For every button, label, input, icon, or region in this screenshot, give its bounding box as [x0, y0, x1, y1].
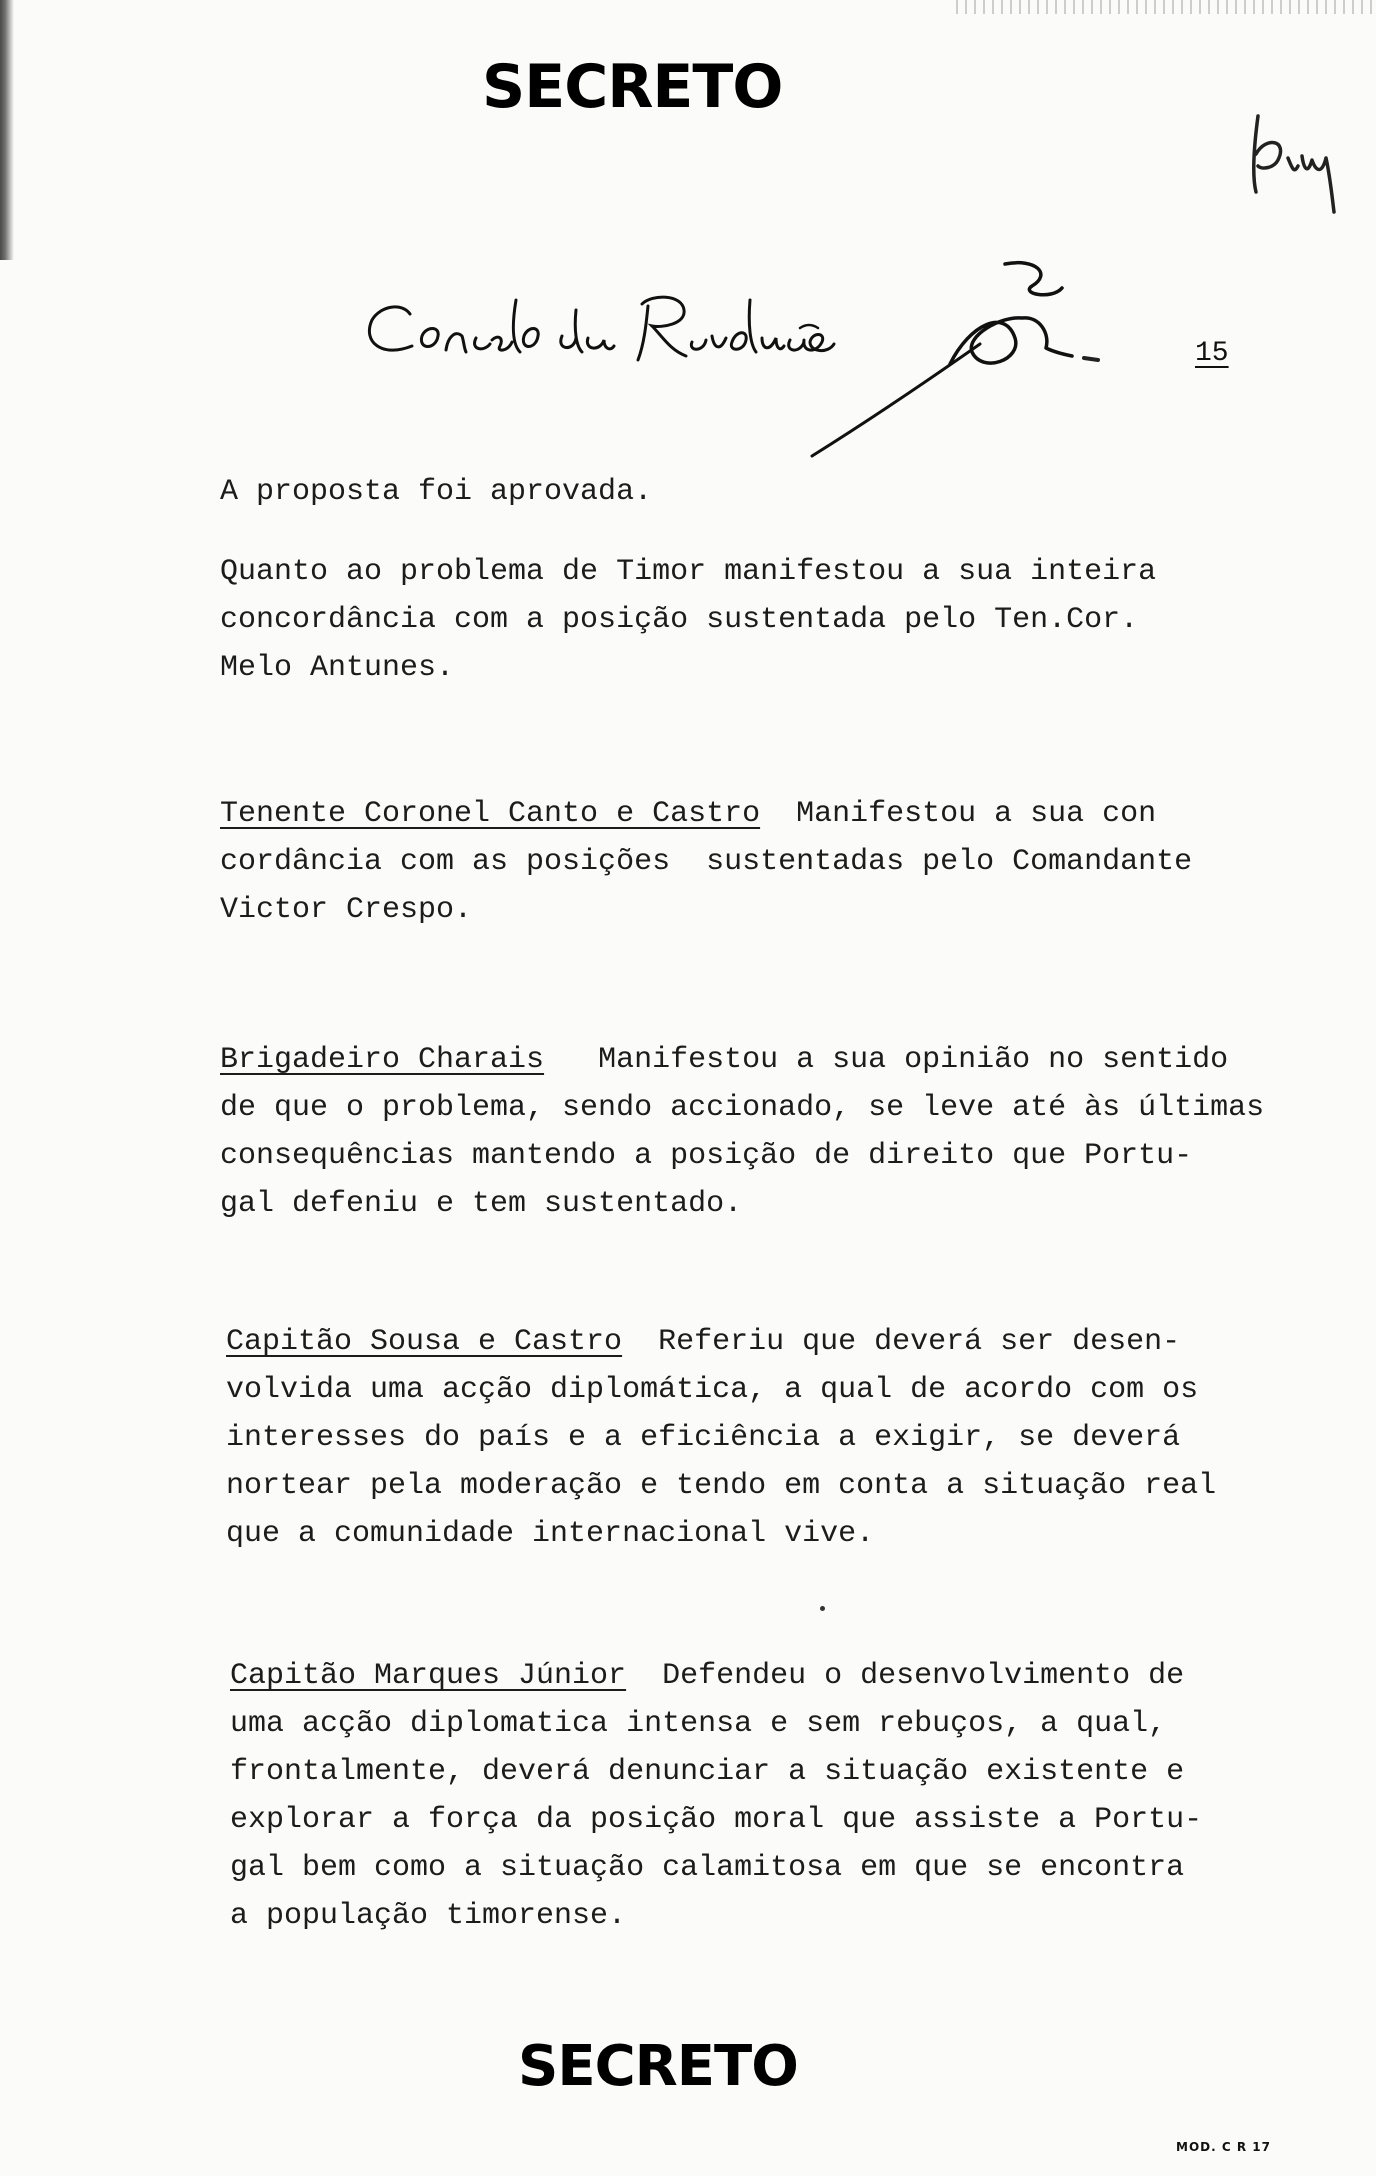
- paragraph-marques-junior: [230, 1652, 1202, 1940]
- speaker-name: Capitão Marques Júnior: [230, 1659, 627, 1693]
- text-line: concordância com a posição sustentada pelo Ten.Cor.: [220, 603, 1139, 637]
- paragraph-sousa-e-castro: [226, 1318, 1216, 1558]
- text-line: explorar a força da posição moral que assiste a Portu-: [230, 1803, 1203, 1837]
- text-line: Melo Antunes.: [220, 651, 455, 685]
- classification-stamp-bottom: SECRETO: [518, 2034, 798, 2099]
- text-line: que a comunidade internacional vive.: [226, 1517, 875, 1551]
- text-line: consequências mantendo a posição de direito que Portu-: [220, 1139, 1193, 1173]
- speaker-name: Tenente Coronel Canto e Castro: [220, 797, 761, 831]
- text-line: A proposta foi aprovada.: [220, 475, 653, 509]
- text-line: volvida uma acção diplomática, a qual de acordo com os: [226, 1373, 1199, 1407]
- text-line: a população timorense.: [230, 1899, 627, 1933]
- text-line: cordância com as posições sustentadas pelo Comandante: [220, 845, 1193, 879]
- text-line: Manifestou a sua opinião no sentido: [598, 1043, 1229, 1077]
- text-line: Manifestou a sua con: [796, 797, 1157, 831]
- speaker-name: Brigadeiro Charais: [220, 1043, 545, 1077]
- text-line: de que o problema, sendo accionado, se leve até às últimas: [220, 1091, 1265, 1125]
- handwritten-signature-icon: [800, 256, 1100, 466]
- text-line: gal defeniu e tem sustentado.: [220, 1187, 743, 1221]
- handwritten-initials-icon: [1236, 96, 1356, 216]
- paragraph-canto-e-castro: [220, 790, 1192, 934]
- paragraph-charais: [220, 1036, 1264, 1228]
- text-line: gal bem como a situação calamitosa em que se encontra: [230, 1851, 1185, 1885]
- text-line: Victor Crespo.: [220, 893, 473, 927]
- speaker-name: Capitão Sousa e Castro: [226, 1325, 623, 1359]
- paragraph-proposal-approved: [220, 468, 652, 516]
- text-line: Defendeu o desenvolvimento de: [662, 1659, 1185, 1693]
- text-line: Referiu que deverá ser desen-: [658, 1325, 1181, 1359]
- paragraph-timor-concordance: [220, 548, 1156, 692]
- letterhead-conselho-da-revolucao: [352, 280, 872, 375]
- scan-noise: [956, 0, 1376, 14]
- text-line: nortear pela moderação e tendo em conta a situação real: [226, 1469, 1217, 1503]
- classification-stamp-top: SECRETO: [482, 52, 783, 122]
- text-line: frontalmente, deverá denunciar a situação existente e: [230, 1755, 1185, 1789]
- ink-dot: [820, 1606, 825, 1611]
- form-code: MOD. C R 17: [1176, 2140, 1271, 2154]
- text-line: uma acção diplomatica intensa e sem rebuços, a qual,: [230, 1707, 1167, 1741]
- scanned-page-edge: [0, 0, 14, 260]
- page-number: 15: [1195, 338, 1229, 369]
- text-line: interesses do país e a eficiência a exigir, se deverá: [226, 1421, 1181, 1455]
- text-line: Quanto ao problema de Timor manifestou a sua inteira: [220, 555, 1157, 589]
